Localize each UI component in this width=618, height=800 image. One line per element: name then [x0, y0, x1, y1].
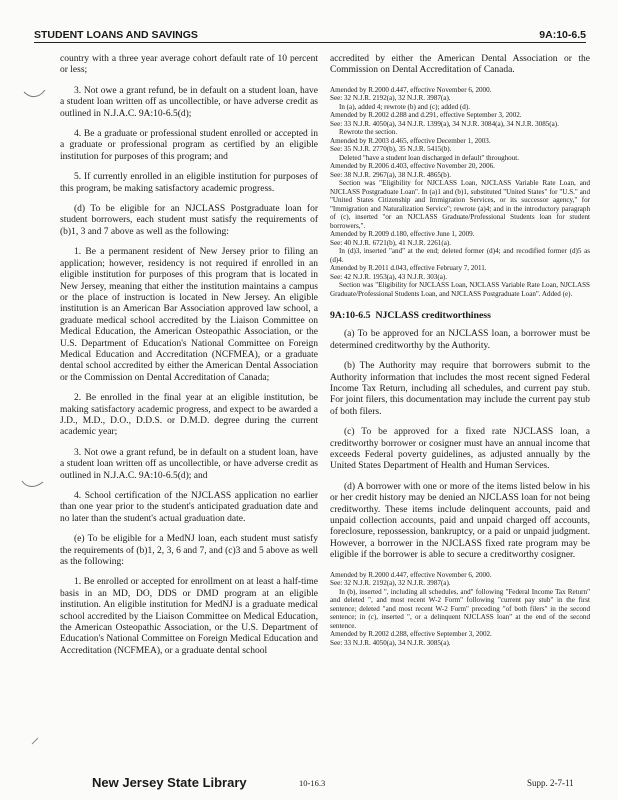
header-title: STUDENT LOANS AND SAVINGS [34, 29, 198, 41]
history-note: Deleted "have a student loan discharged in default" throughout. [339, 153, 519, 162]
paragraph: (d) A borrower with one or more of the items listed below in his or her credit history may be denied an NJCLASS loan for not being creditworthy. These items include delinquent accounts, paid and unpaid collection accounts, paid and unpaid charged off accounts, foreclosure, repossession, bankruptcy, or a paid or unpaid judgment. However, a borrower in the NJCLASS fixed rate program may be eligible if the borrower is able to secure a creditworthy cosigner. [330, 481, 590, 561]
history-note: See: 33 N.J.R. 4050(a), 34 N.J.R. 3085(a). [330, 638, 451, 647]
margin-check-mark [22, 88, 48, 102]
paragraph: (c) To be approved for a fixed rate NJCLASS loan, a creditworthy borrower or cosigner must have an annual income that exceeds Federal poverty guidelines, as adjusted annually by the United States Department of Health and Human Services. [330, 427, 590, 472]
paragraph: (b) The Authority may require that borrowers submit to the Authority information that includes the most recent signed Federal Income Tax Return, including all schedules, and current pay stub. For joint filers, this documentation may include the current pay stub of both filers. [330, 361, 590, 417]
history-note: See: 40 N.J.R. 6721(b), 41 N.J.R. 2261(a). [330, 238, 451, 247]
history-note: See: 42 N.J.R. 1953(a), 43 N.J.R. 303(a). [330, 272, 448, 281]
paragraph: 4. Be a graduate or professional student enrolled or accepted in a graduate or professional program as certified by an eligible institution for purposes of this program; and [60, 129, 318, 162]
history-note: Amended by R.2000 d.447, effective November 6, 2000. [330, 570, 492, 579]
history-note: See: 38 N.J.R. 2967(a), 38 N.J.R. 4865(b). [330, 170, 451, 179]
history-note: See: 33 N.J.R. 4050(a), 34 N.J.R. 1399(a), 34 N.J.R. 3084(a), 34 N.J.R. 3085(a). [330, 119, 559, 128]
right-continuation [330, 54, 590, 77]
section-title: NJCLASS creditworthiness [375, 310, 491, 322]
paragraph: accredited by either the American Dental Association or the Commission on Dental Accreditation of Canada. [330, 54, 590, 76]
left-column [60, 54, 318, 666]
library-watermark: New Jersey State Library [92, 775, 247, 790]
supplement-date: Supp. 2-7-11 [527, 778, 574, 788]
paragraph: 1. Be enrolled or accepted for enrollment on at least a half-time basis in an MD, DO, DDS or DMD program at an eligible institution. An eligible institution for MedNJ is a graduate medical school accredited by the Liaison Committee on Medical Education, the American Osteopathic Association, or the U.S. Department of Education's National Committee on Foreign Medical Education and Accreditation (NCFMEA), or a graduate dental school [60, 577, 318, 656]
paragraph: 5. If currently enrolled in an eligible institution for purposes of this program, be making satisfactory academic progress. [60, 172, 318, 194]
history-notes-6-4 [330, 86, 590, 299]
paragraph: 4. School certification of the NJCLASS application no earlier than one year prior to the student's anticipated graduation date and no later than the student's actual graduation date. [60, 491, 318, 524]
history-note: Amended by R.2011 d.043, effective February 7, 2011. [330, 264, 487, 273]
history-note: Rewrote the section. [339, 128, 398, 137]
history-note: Amended by R.2006 d.403, effective November 20, 2006. [330, 162, 495, 171]
history-note: In (d)3, inserted "and" at the end; deleted former (d)4; and recodified former (d)5 as (d)4. [330, 247, 590, 264]
header-section-number: 9A:10-6.5 [539, 29, 586, 41]
history-note: Amended by R.2009 d.180, effective June 1, 2009. [330, 230, 475, 239]
history-note: In (a), added 4; rewrote (b) and (c); added (d). [339, 102, 470, 111]
paragraph: 3. Not owe a grant refund, be in default on a student loan, have a student loan written off as uncollectible, or have adverse credit as outlined in N.J.A.C. 9A:10-6.5(d); and [60, 447, 318, 481]
section-body [330, 329, 590, 561]
paragraph: 2. Be enrolled in the final year at an eligible institution, be making satisfactory academic progress, and expect to be awarded a J.D., M.D., D.O., D.D.S. or D.M.D. degree during the current academic year; [60, 393, 318, 438]
paragraph: (a) To be approved for an NJCLASS loan, a borrower must be determined creditworthy by the Authority. [330, 329, 590, 351]
history-note: See: 35 N.J.R. 2770(b), 35 N.J.R. 5415(b). [330, 145, 452, 154]
margin-check-mark [20, 478, 46, 492]
history-note: Section was "Eligibility for NJCLASS Loan, NJCLASS Variable Rate Loan, and NJCLASS Postgraduate Loan". In (a)1 and (b)1, substituted "United States" for "U.S." and "United States Citizenship and Immigration Services, or its successor agency," for "Immigration and Naturalization Service"; rewrote (a)4; and in the introductory paragraph of (c), inserted "or an NJCLASS Graduate/Professional Students loan for student borrowers,". [330, 179, 590, 230]
paragraph: 1. Be a permanent resident of New Jersey prior to filing an application; however, residency is not required if enrolled in an eligible institution for purposes of this program that is located in New Jersey, meaning that either the institution maintains a campus or the place of instruction is located in New Jersey. An eligible institution is an American Bar Association approved law school, a graduate medical school accredited by the Liaison Committee on Medical Education, the American Osteopathic Association, or the U.S. Department of Education's National Committee on Foreign Medical Education and Accreditation (NCFMEA), or a graduate dental school accredited by either the American Dental Association or the Commission on Dental Accreditation of Canada; [60, 247, 318, 383]
running-header [34, 26, 586, 43]
section-heading [330, 310, 590, 321]
page-number: 10-16.3 [299, 778, 326, 788]
right-column [330, 54, 590, 647]
history-note: See: 32 N.J.R. 2192(a), 32 N.J.R. 3987(a). [330, 94, 451, 103]
paragraph: country with a three year average cohort default rate of 10 percent or less; [60, 54, 318, 76]
history-note: In (b), inserted ", including all schedules, and" following "Federal Income Tax Return" and deleted ", and most recent W-2 Form" following "current pay stub" in the first sentence; deleted "and most recent W-2 Form" preceding "of both filers" in the second sentence; in (c), inserted ", or a delinquent NJCLASS loan" at the end of the second sentence. [330, 587, 590, 630]
history-notes-6-5 [330, 571, 590, 648]
margin-tick-mark [30, 736, 40, 746]
history-note: Amended by R.2000 d.447, effective November 6, 2000. [330, 85, 492, 94]
history-note: Amended by R.2002 d.288, effective September 3, 2002. [330, 630, 492, 639]
history-note: Amended by R.2003 d.465, effective December 1, 2003. [330, 136, 491, 145]
history-note: See: 32 N.J.R. 2192(a), 32 N.J.R. 3987(a). [330, 579, 451, 588]
section-number: 9A:10-6.5 [330, 310, 371, 322]
page-footer [0, 775, 618, 795]
paragraph: 3. Not owe a grant refund, be in default on a student loan, have a student loan written off as uncollectible, or have adverse credit as outlined in N.J.A.C. 9A:10-6.5(d); [60, 85, 318, 119]
paragraph: (e) To be eligible for a MedNJ loan, each student must satisfy the requirements of (b)1, 2, 3, 6 and 7, and (c)3 and 5 above as well as the following: [60, 534, 318, 568]
history-note: Amended by R.2002 d.288 and d.291, effective September 3, 2002. [330, 111, 522, 120]
history-note: Section was "Eligibility for NJCLASS Loan, NJCLASS Variable Rate Loan, NJCLASS Graduate/Professional Students Loan, and NJCLASS Postgraduate Loan". Added (e). [330, 281, 590, 298]
paragraph: (d) To be eligible for an NJCLASS Postgraduate loan for student borrowers, each student must satisfy the requirements of (b)1, 3 and 7 above as well as the following: [60, 204, 318, 237]
